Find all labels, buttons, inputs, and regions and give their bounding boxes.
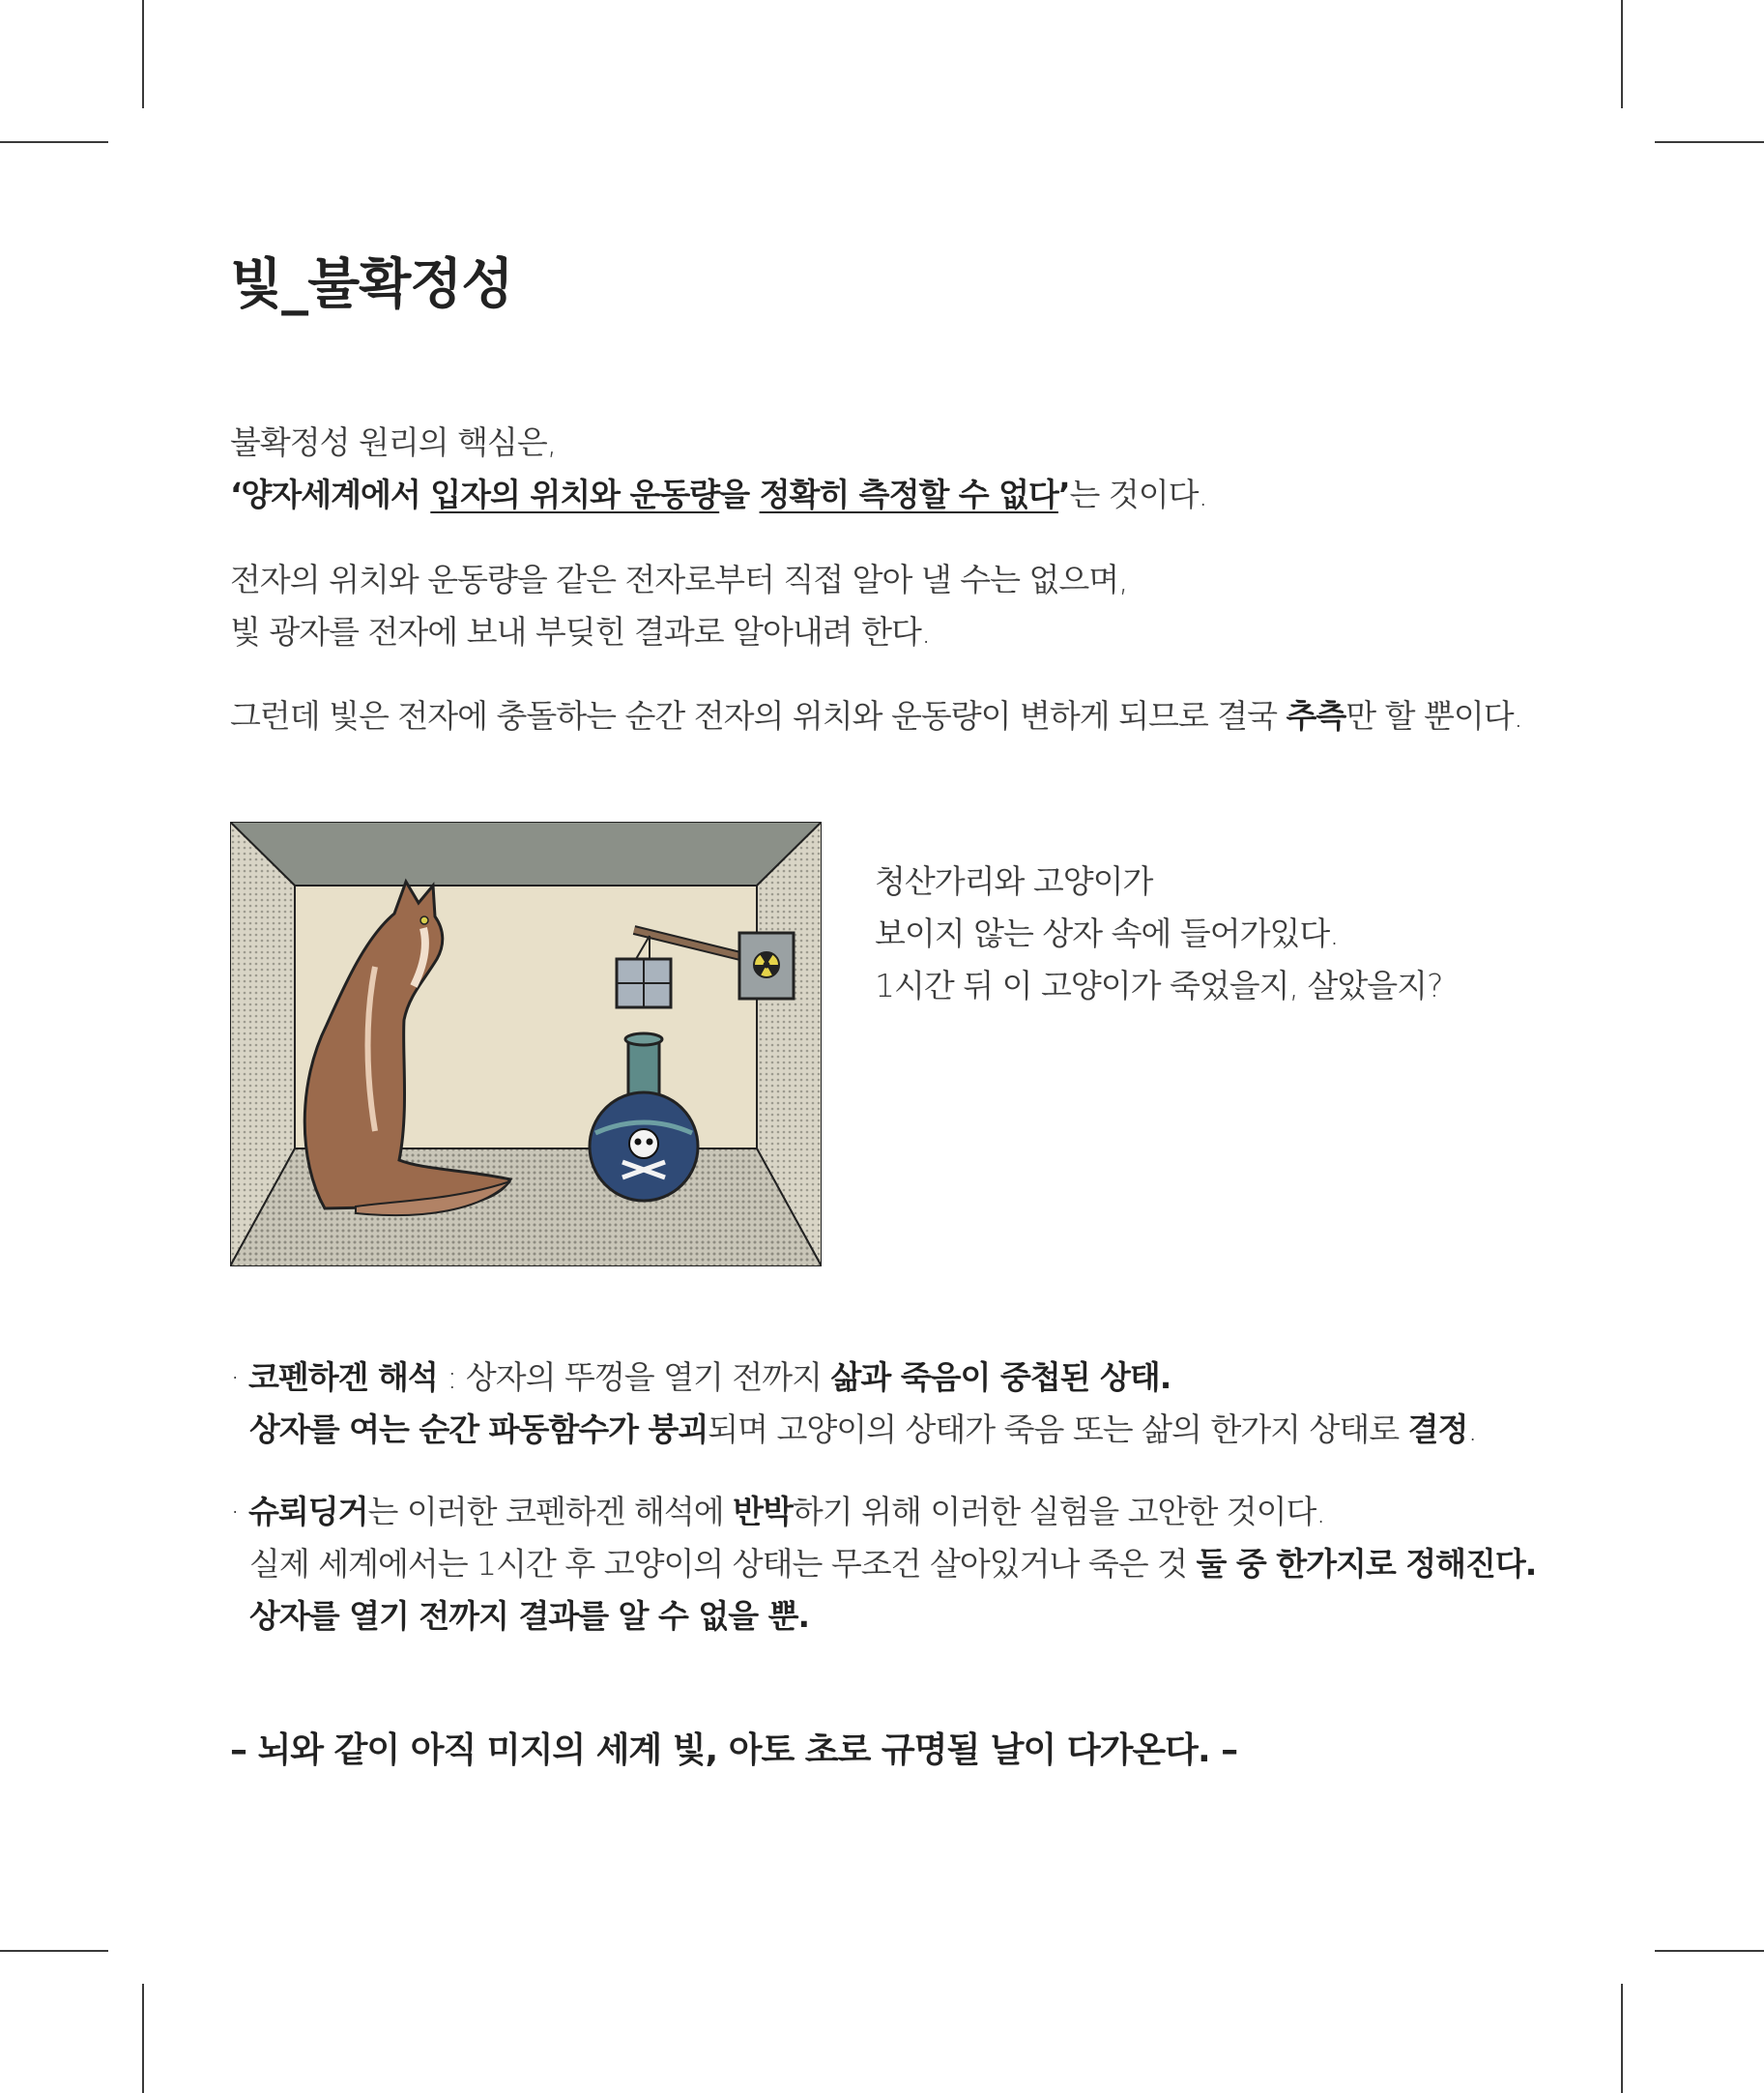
para3-tail: 만 할 뿐이다. — [1345, 697, 1523, 735]
paragraph-3 — [230, 690, 1522, 742]
bullet2-text: 는 이러한 코펜하겐 해석에 — [367, 1493, 734, 1530]
caption-line1: 청산가리와 고양이가 — [875, 862, 1153, 900]
bullet1-emphasis1: 삶과 죽음이 중첩된 상태. — [830, 1358, 1171, 1396]
schrodinger-cat-illustration — [230, 822, 822, 1266]
page-title: 빛_불확정성 — [230, 253, 513, 316]
intro-paragraph — [230, 417, 1207, 521]
crop-mark — [0, 1950, 108, 1952]
intro-line: 불확정성 원리의 핵심은, — [230, 423, 557, 461]
crop-mark — [1621, 0, 1623, 108]
quote-underlined-1: 입자의 위치와 운동량 — [430, 476, 720, 513]
bullet2-text2: 하기 위해 이러한 실험을 고안한 것이다. — [792, 1493, 1325, 1530]
quote-underlined-2: 정확히 측정할 수 없다 — [759, 476, 1058, 513]
box-ceiling — [230, 822, 822, 886]
bullet2-term: 슈뢰딩거 — [248, 1493, 368, 1530]
crop-mark — [1655, 141, 1764, 143]
closing-statement: – 뇌와 같이 아직 미지의 세계 빛, 아토 초로 규명될 날이 다가온다. – — [230, 1730, 1238, 1770]
crop-mark — [1655, 1950, 1764, 1952]
bullet-dot: · — [230, 1358, 240, 1396]
quote-open: ‘양자세계에서 — [230, 476, 431, 513]
bullet1-emphasis3: 결정 — [1407, 1410, 1468, 1448]
paragraph-2 — [230, 554, 1128, 658]
crop-mark — [142, 1984, 144, 2093]
bullet2-emphasis3: 상자를 열기 전까지 결과를 알 수 없을 뿐. — [249, 1597, 810, 1635]
para2-line1: 전자의 위치와 운동량을 같은 전자로부터 직접 알아 낼 수는 없으며, — [230, 561, 1128, 598]
crop-mark — [1621, 1984, 1623, 2093]
crop-mark — [142, 0, 144, 108]
caption-line3: 1시간 뒤 이 고양이가 죽었을지, 살았을지? — [875, 967, 1443, 1004]
quote-tail: 는 것이다. — [1069, 476, 1207, 513]
bullet-schrodinger — [230, 1486, 1536, 1642]
illustration-caption — [875, 856, 1443, 1012]
intro-quote — [230, 469, 1207, 521]
para2-line2: 빛 광자를 전자에 보내 부딪힌 결과로 알아내려 한다. — [230, 613, 931, 651]
para3-emphasis: 추측 — [1286, 697, 1346, 735]
bullet-copenhagen — [230, 1352, 1477, 1456]
bullet1-text: : 상자의 뚜껑을 열기 전까지 — [437, 1358, 831, 1396]
bullet1-end: . — [1467, 1410, 1477, 1448]
bullet-dot: · — [230, 1493, 240, 1530]
quote-mid: 을 — [719, 476, 760, 513]
bullet1-term: 코펜하겐 해석 — [248, 1358, 438, 1396]
bullet2-emphasis1: 반박 — [733, 1493, 793, 1530]
para3-text: 그런데 빛은 전자에 충돌하는 순간 전자의 위치와 운동량이 변하게 되므로 결국 — [230, 697, 1287, 735]
quote-close: ’ — [1057, 476, 1070, 513]
flask-neck — [628, 1039, 659, 1097]
bullet2-text3: 실제 세계에서는 1시간 후 고양이의 상태는 무조건 살아있거나 죽은 것 — [249, 1545, 1197, 1583]
bullet1-text2: 되며 고양이의 상태가 죽음 또는 삶의 한가지 상태로 — [708, 1410, 1408, 1448]
caption-line2: 보이지 않는 상자 속에 들어가있다. — [875, 915, 1339, 952]
bullet1-emphasis2: 상자를 여는 순간 파동함수가 붕괴 — [249, 1410, 708, 1448]
crop-mark — [0, 141, 108, 143]
bullet2-emphasis2: 둘 중 한가지로 정해진다. — [1196, 1545, 1537, 1583]
